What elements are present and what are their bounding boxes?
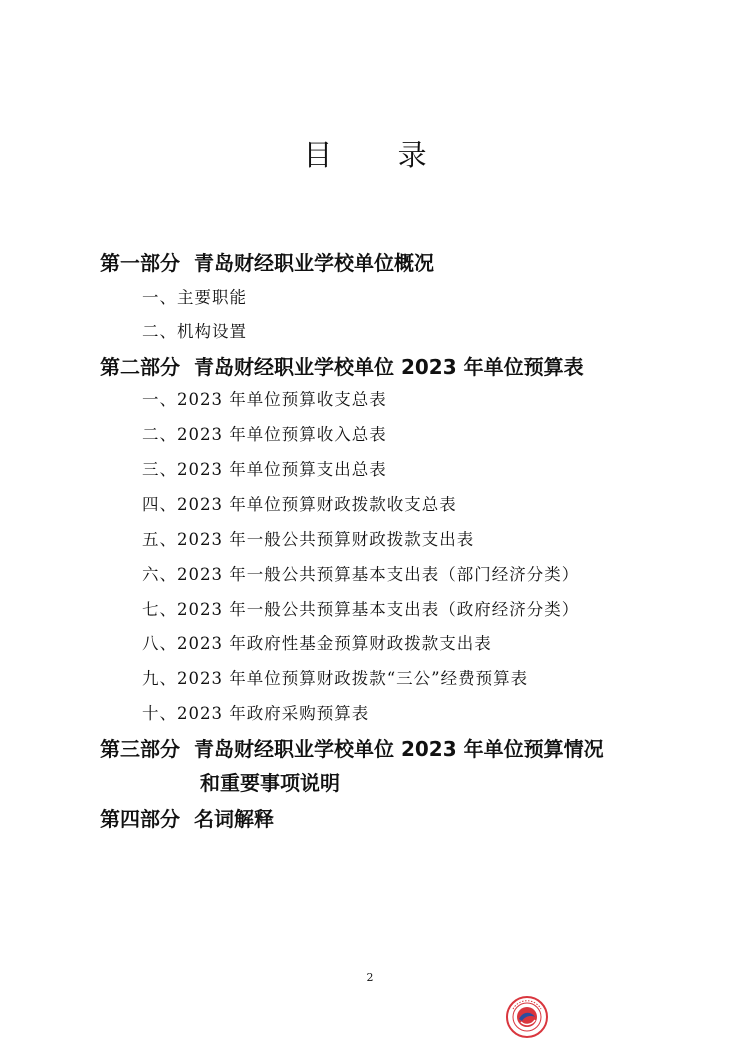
toc-item: 四、2023 年单位预算财政拨款收支总表 bbox=[142, 495, 457, 514]
toc-part-title: 名词解释 bbox=[194, 807, 274, 831]
school-seal-icon bbox=[505, 995, 549, 1039]
toc-part-title: 青岛财经职业学校单位 2023 年单位预算表 bbox=[194, 355, 584, 379]
toc-item: 五、2023 年一般公共预算财政拨款支出表 bbox=[142, 530, 475, 549]
toc-part-3 bbox=[100, 733, 604, 762]
toc-item: 九、2023 年单位预算财政拨款“三公”经费预算表 bbox=[142, 669, 529, 688]
toc-item: 十、2023 年政府采购预算表 bbox=[142, 704, 370, 723]
toc-item: 一、2023 年单位预算收支总表 bbox=[142, 390, 387, 409]
toc-part-title: 青岛财经职业学校单位 2023 年单位预算情况 bbox=[194, 737, 604, 761]
toc-item: 二、机构设置 bbox=[142, 322, 247, 341]
toc-part-2 bbox=[100, 351, 584, 380]
toc-item: 六、2023 年一般公共预算基本支出表（部门经济分类） bbox=[142, 565, 580, 584]
toc-title: 目 录 bbox=[303, 138, 455, 172]
page-number: 2 bbox=[366, 971, 374, 984]
toc-part-1 bbox=[100, 247, 434, 276]
toc-part-label: 第一部分 bbox=[100, 251, 180, 275]
toc-part-title-continued: 和重要事项说明 bbox=[200, 771, 340, 795]
toc-part-label: 第四部分 bbox=[100, 807, 180, 831]
toc-item: 二、2023 年单位预算收入总表 bbox=[142, 425, 387, 444]
toc-part-title: 青岛财经职业学校单位概况 bbox=[194, 251, 434, 275]
toc-item: 一、主要职能 bbox=[142, 288, 247, 307]
toc-part-label: 第三部分 bbox=[100, 737, 180, 761]
toc-part-label: 第二部分 bbox=[100, 355, 180, 379]
toc-item: 八、2023 年政府性基金预算财政拨款支出表 bbox=[142, 634, 492, 653]
toc-item: 七、2023 年一般公共预算基本支出表（政府经济分类） bbox=[142, 600, 580, 619]
toc-item: 三、2023 年单位预算支出总表 bbox=[142, 460, 387, 479]
toc-part-4 bbox=[100, 803, 274, 832]
